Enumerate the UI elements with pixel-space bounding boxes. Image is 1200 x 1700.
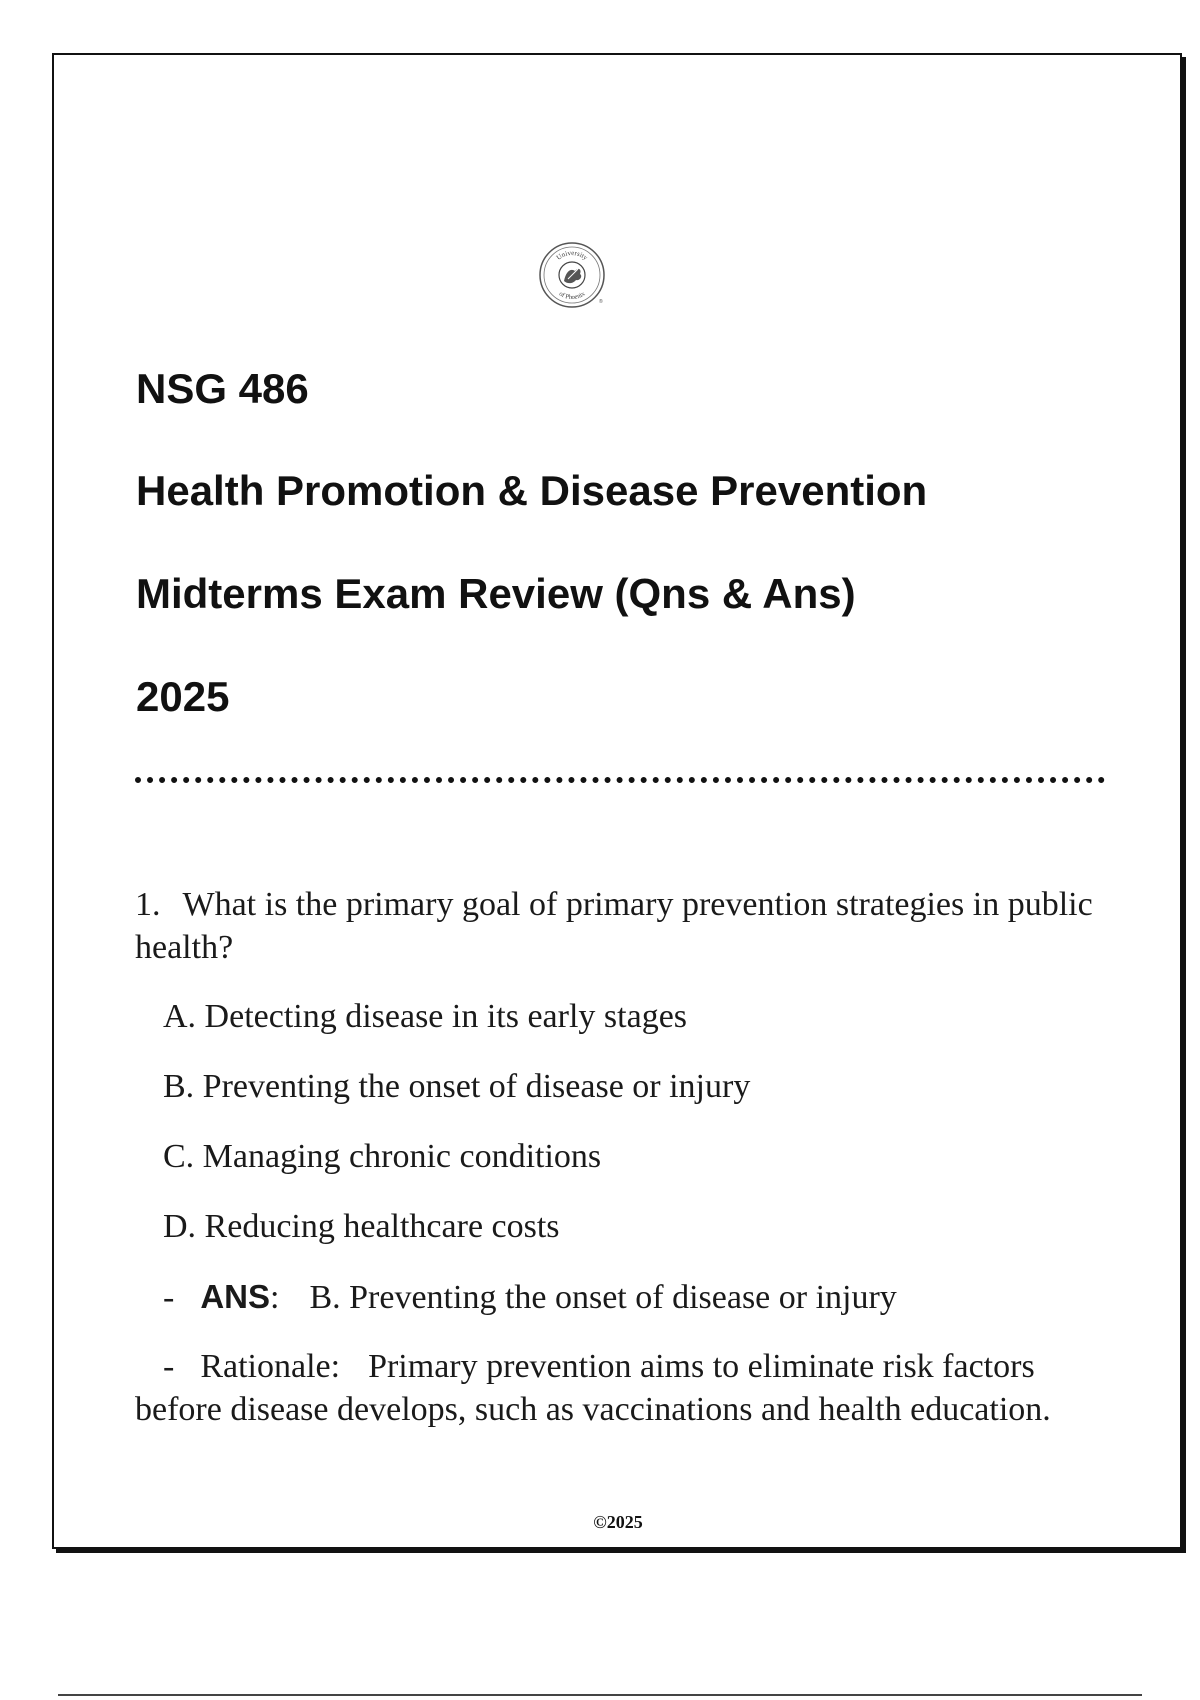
- course-code: NSG 486: [136, 365, 309, 412]
- answer-dash: -: [163, 1279, 175, 1316]
- option-b: B. Preventing the onset of disease or injury: [163, 1068, 751, 1105]
- answer-text: B. Preventing the onset of disease or injury: [309, 1279, 897, 1316]
- svg-text:®: ®: [599, 299, 603, 305]
- answer-label: ANS: [200, 1278, 271, 1315]
- question-number: 1.: [135, 886, 161, 923]
- question-1: [135, 883, 1095, 969]
- svg-text:of Phoenix: of Phoenix: [557, 290, 587, 302]
- svg-text:University: University: [554, 248, 590, 262]
- rationale-label: Rationale:: [200, 1348, 341, 1385]
- answer-colon: :: [270, 1279, 280, 1316]
- university-seal-logo: [538, 241, 606, 309]
- rationale-dash: -: [163, 1348, 175, 1385]
- rationale-text: Primary prevention aims to eliminate risk factors before disease develops, such as vaccinations and health education.: [135, 1348, 1051, 1428]
- answer-line: [163, 1275, 897, 1319]
- option-a: A. Detecting disease in its early stages: [163, 998, 688, 1035]
- exam-year: 2025: [136, 673, 230, 720]
- dotted-divider: [135, 777, 1105, 783]
- rationale: [135, 1345, 1095, 1431]
- option-d: D. Reducing healthcare costs: [163, 1208, 560, 1245]
- page-bottom-rule: [58, 1694, 1142, 1696]
- page-frame: [52, 53, 1182, 1549]
- exam-title: Midterms Exam Review (Qns & Ans): [136, 570, 856, 617]
- option-c: C. Managing chronic conditions: [163, 1138, 602, 1175]
- course-name: Health Promotion & Disease Prevention: [136, 467, 928, 514]
- question-text: What is the primary goal of primary prevention strategies in public health?: [135, 886, 1093, 966]
- footer-copyright: ©2025: [593, 1512, 643, 1532]
